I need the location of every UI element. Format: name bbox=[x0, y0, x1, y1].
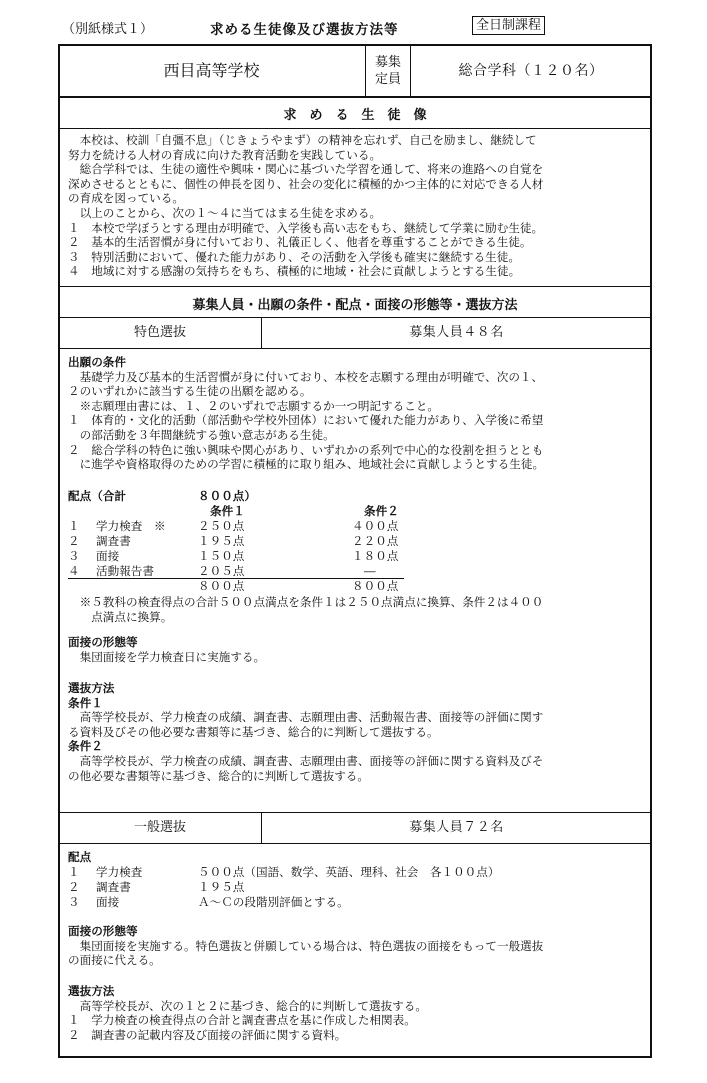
points-row-c1: １９５点 bbox=[198, 534, 245, 548]
points-row-item: 調査書 bbox=[96, 534, 131, 548]
ippan-interview-line: の面接に代える。 bbox=[68, 953, 161, 968]
ippan-label: 一般選抜 bbox=[133, 820, 186, 835]
ippan-points-item: 面接 bbox=[96, 895, 120, 909]
ippan-header-row bbox=[60, 813, 650, 844]
condition1-label: 条件１ bbox=[210, 504, 245, 518]
ippan-capacity: 募集人員７２名 bbox=[261, 813, 651, 843]
school-name: 西目高等学校 bbox=[163, 61, 260, 80]
method-title: 選抜方法 bbox=[68, 681, 115, 695]
condition-line: ２のいずれかに該当する生徒の出願を認める。 bbox=[68, 384, 312, 399]
student-image-line: 総合学科では、生徒の適性や興味・関心に基づいた学習を通して、将来の進路への自覚を bbox=[68, 162, 544, 177]
ippan-method-line: １ 学力検査の検査得点の合計と調査書点を基に作成した相関表。 bbox=[68, 1013, 416, 1028]
points-row-c1: １５０点 bbox=[198, 549, 245, 563]
capacity-label-line1: 募集 bbox=[374, 55, 401, 70]
student-image-line: の育成を図っている。 bbox=[68, 191, 184, 206]
student-image-line: ３ 特別活動において、優れた能力があり、その活動を入学後も確実に継続する生徒。 bbox=[68, 249, 520, 264]
points-note bbox=[68, 595, 646, 624]
form-label: （別紙様式１） bbox=[62, 22, 154, 37]
interview-text: 集団面接を学力検査日に実施する。 bbox=[68, 649, 266, 664]
course-badge: 全日制課程 bbox=[472, 16, 545, 35]
condition-line: ※志願理由書には、１、２のいずれで志願するか一つ明記すること。 bbox=[68, 398, 440, 413]
ippan-points-val: ５００点（国語、数学、英語、理科、社会 各１００点） bbox=[198, 865, 500, 879]
capacity-label bbox=[365, 46, 411, 96]
points-row-num: １ bbox=[68, 519, 80, 533]
student-image-heading: 求 め る 生 徒 像 bbox=[283, 108, 427, 123]
document-title: 求める生徒像及び選抜方法等 bbox=[210, 22, 399, 38]
points-row-c2: ― bbox=[364, 564, 376, 578]
points-note-line: ※５教科の検査得点の合計５００点満点を条件１は２５０点満点に換算、条件２は４００ bbox=[68, 595, 544, 609]
ippan-body bbox=[60, 844, 650, 1056]
student-image-body bbox=[60, 129, 650, 287]
ippan-points-item: 学力検査 bbox=[96, 865, 143, 879]
points-row-c1: ２０５点 bbox=[198, 564, 245, 578]
tokushoku-header-row bbox=[60, 318, 650, 349]
points-row-c2: ２２０点 bbox=[352, 534, 399, 548]
ippan-points-val: Ａ～Ｃの段階別評価とする。 bbox=[198, 895, 349, 909]
tokushoku-capacity: 募集人員４８名 bbox=[261, 318, 651, 348]
student-image-line: ２ 基本的生活習慣が身に付いており、礼儀正しく、他者を尊重することができる生徒。 bbox=[68, 235, 532, 250]
ippan-points-num: ３ bbox=[68, 895, 80, 909]
student-image-line: ４ 地域に対する感謝の気持ちをもち、積極的に地域・社会に貢献しようとする生徒。 bbox=[68, 264, 521, 279]
ippan-method-line: 高等学校長が、次の１と２に基づき、総合的に判断して選抜する。 bbox=[68, 998, 427, 1013]
selection-heading-row bbox=[60, 287, 650, 318]
ippan-points-val: １９５点 bbox=[198, 880, 245, 894]
points-row-item: 学力検査 ※ bbox=[96, 519, 166, 533]
tokushoku-interview bbox=[68, 635, 646, 664]
ippan-method-line: ２ 調査書の記載内容及び面接の評価に関する資料。 bbox=[68, 1027, 347, 1042]
document-top-line bbox=[62, 18, 662, 38]
condition-line: １ 体育的・文化的活動（部活動や学校外団体）において優れた能力があり、入学後に希望 bbox=[68, 413, 544, 428]
conditions-title: 出願の条件 bbox=[68, 355, 126, 369]
points-row-c2: １８０点 bbox=[352, 549, 399, 563]
ippan-points-num: ２ bbox=[68, 880, 80, 894]
tokushoku-body bbox=[60, 349, 650, 813]
method-condition1-line: る資料及びその他必要な書類等に基づき、総合的に判断して選抜する。 bbox=[68, 724, 439, 739]
student-image-line: 努力を続ける人材の育成に向けた教育活動を実践している。 bbox=[68, 147, 382, 162]
points-sum-c1: ８００点 bbox=[198, 579, 245, 593]
student-image-line: １ 本校で学ぼうとする理由が明確で、入学後も高い志をもち、継続して学業に励む生徒。 bbox=[68, 220, 544, 235]
capacity-value: 総合学科（１２０名） bbox=[458, 63, 604, 79]
ippan-method bbox=[68, 984, 646, 1042]
tokushoku-conditions bbox=[68, 355, 646, 472]
condition2-label: 条件２ bbox=[364, 504, 399, 518]
points-title: 配点（合計 bbox=[68, 489, 126, 503]
points-row-c2: ４００点 bbox=[352, 519, 399, 533]
ippan-points-item: 調査書 bbox=[96, 880, 131, 894]
method-condition2-line: の他必要な書類等に基づき、総合的に判断して選抜する。 bbox=[68, 768, 369, 783]
points-row-num: ４ bbox=[68, 564, 80, 578]
points-row-num: ３ bbox=[68, 549, 80, 563]
points-note-line: 点満点に換算。 bbox=[68, 609, 173, 624]
points-row-item: 面接 bbox=[96, 549, 120, 563]
points-row-num: ２ bbox=[68, 534, 80, 548]
capacity-label-line2: 定員 bbox=[374, 72, 401, 87]
ippan-interview-line: 集団面接を実施する。特色選抜と併願している場合は、特色選抜の面接をもって一般選抜 bbox=[68, 938, 544, 953]
selection-heading: 募集人員・出願の条件・配点・面接の形態等・選抜方法 bbox=[192, 298, 518, 313]
document-frame bbox=[58, 44, 652, 1058]
student-image-line: 深めさせるとともに、個性の伸長を図り、社会の変化に積極的かつ主体的に対応できる人材 bbox=[68, 176, 544, 191]
ippan-method-title: 選抜方法 bbox=[68, 984, 115, 998]
interview-title: 面接の形態等 bbox=[68, 635, 138, 649]
method-condition1-line: 高等学校長が、学力検査の成績、調査書、志願理由書、活動報告書、面接等の評価に関す bbox=[68, 710, 544, 725]
ippan-points-num: １ bbox=[68, 865, 80, 879]
method-condition2-line: 高等学校長が、学力検査の成績、調査書、志願理由書、面接等の評価に関する資料及びそ bbox=[68, 753, 544, 768]
points-total: ８００点） bbox=[198, 489, 256, 503]
ippan-interview-title: 面接の形態等 bbox=[68, 924, 138, 938]
ippan-points-title: 配点 bbox=[68, 850, 92, 864]
student-image-header-row bbox=[60, 98, 650, 129]
condition-line: 基礎学力及び基本的生活習慣が身に付いており、本校を志願する理由が明確で、次の１、 bbox=[68, 369, 544, 384]
points-sum-c2: ８００点 bbox=[352, 579, 399, 593]
condition-line: に進学や資格取得のための学習に積極的に取り組み、地域社会に貢献しようとする生徒。 bbox=[68, 457, 545, 472]
condition-line: ２ 総合学科の特色に強い興味や関心があり、いずれかの系列で中心的な役割を担うととも bbox=[68, 442, 544, 457]
ippan-interview bbox=[68, 924, 646, 968]
method-condition2-title: 条件２ bbox=[68, 739, 103, 754]
tokushoku-method bbox=[68, 681, 646, 783]
method-condition1-title: 条件１ bbox=[68, 695, 103, 710]
condition-line: の部活動を３年間継続する強い意志がある生徒。 bbox=[68, 427, 335, 442]
points-row-item: 活動報告書 bbox=[96, 564, 154, 578]
tokushoku-label: 特色選抜 bbox=[133, 325, 186, 340]
school-row bbox=[60, 46, 650, 98]
student-image-text bbox=[68, 133, 646, 279]
points-row-c1: ２５０点 bbox=[198, 519, 245, 533]
student-image-line: 以上のことから、次の１～４に当てはまる生徒を求める。 bbox=[68, 205, 382, 220]
student-image-line: 本校は、校訓「自彊不息」（じきょうやまず）の精神を忘れず、自己を励まし、継続して bbox=[68, 133, 537, 147]
